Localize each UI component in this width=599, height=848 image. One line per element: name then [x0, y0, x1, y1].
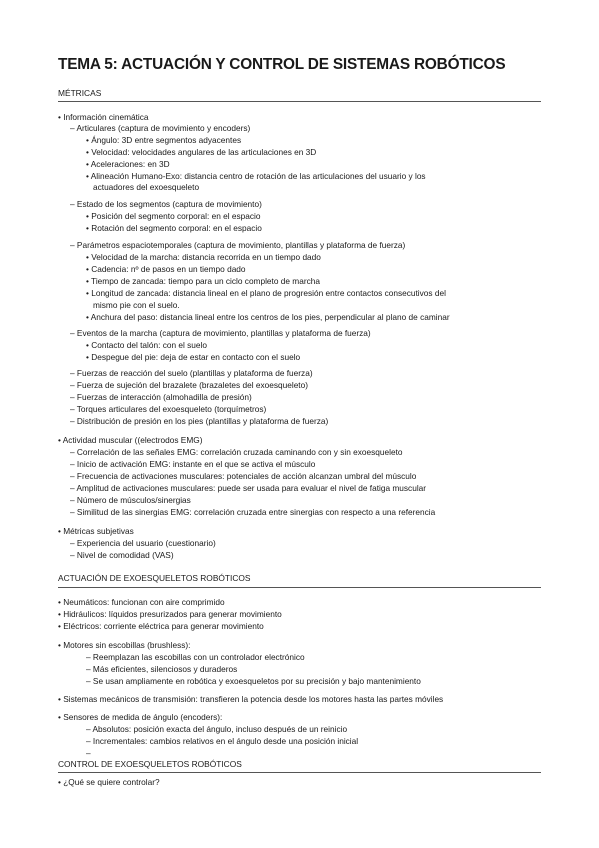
list-item: – Absolutos: posición exacta del ángulo, incluso después de un reinicio — [86, 724, 348, 734]
list-item: • Anchura del paso: distancia lineal entre los centros de los pies, perpendicular al plano de caminar — [86, 312, 450, 322]
list-item: • Actividad muscular ((electrodos EMG) — [58, 435, 203, 445]
list-item: – Amplitud de activaciones musculares: puede ser usada para evaluar el nivel de fatiga muscular — [70, 483, 427, 493]
list-item: • Eléctricos: corriente eléctrica para generar movimiento — [58, 621, 264, 631]
list-item: • Alineación Humano-Exo: distancia centro de rotación de las articulaciones del usuario y los — [86, 171, 426, 181]
list-item: • Despegue del pie: deja de estar en contacto con el suelo — [86, 352, 301, 362]
section-heading-actuacion: ACTUACIÓN DE EXOESQUELETOS ROBÓTICOS — [58, 573, 251, 583]
list-item: – Correlación de las señales EMG: correlación cruzada caminando con y sin exoesqueleto — [70, 447, 403, 457]
list-item: – Similitud de las sinergias EMG: correlación cruzada entre sinergias con respecto a una referencia — [70, 507, 436, 517]
list-item: – Número de músculos/sinergias — [70, 495, 191, 505]
list-item: • Hidráulicos: líquidos presurizados para generar movimiento — [58, 609, 282, 619]
list-item: – Frecuencia de activaciones musculares: potenciales de acción alcanzan umbral del músculo — [70, 471, 417, 481]
list-item-continuation: mismo pie con el suelo. — [93, 300, 180, 310]
list-item: – Fuerzas de reacción del suelo (plantillas y plataforma de fuerza) — [70, 368, 313, 378]
list-item: • Sistemas mecánicos de transmisión: transfieren la potencia desde los motores hasta las partes móviles — [58, 694, 444, 704]
list-item: • Neumáticos: funcionan con aire comprimido — [58, 597, 225, 607]
list-item-continuation: actuadores del exoesqueleto — [93, 182, 200, 192]
list-item: • Tiempo de zancada: tiempo para un ciclo completo de marcha — [86, 276, 320, 286]
list-item: – Articulares (captura de movimiento y encoders) — [70, 123, 251, 133]
section-divider — [58, 587, 541, 588]
list-item: • Ángulo: 3D entre segmentos adyacentes — [86, 135, 242, 145]
section-divider — [58, 772, 541, 773]
list-item: • Cadencia: nº de pasos en un tiempo dado — [86, 264, 246, 274]
list-item: • Velocidad de la marcha: distancia recorrida en un tiempo dado — [86, 252, 321, 262]
section-divider — [58, 101, 541, 102]
list-item: • Posición del segmento corporal: en el espacio — [86, 211, 261, 221]
page-title: TEMA 5: ACTUACIÓN Y CONTROL DE SISTEMAS ROBÓTICOS — [58, 56, 506, 73]
list-item: • Métricas subjetivas — [58, 526, 134, 536]
list-item: • Aceleraciones: en 3D — [86, 159, 170, 169]
list-item: – Estado de los segmentos (captura de movimiento) — [70, 199, 262, 209]
section-heading-control: CONTROL DE EXOESQUELETOS ROBÓTICOS — [58, 759, 242, 769]
list-item: – Reemplazan las escobillas con un controlador electrónico — [86, 652, 305, 662]
list-item: – Parámetros espaciotemporales (captura de movimiento, plantillas y plataforma de fuerza) — [70, 240, 406, 250]
list-item: – Distribución de presión en los pies (plantillas y plataforma de fuerza) — [70, 416, 329, 426]
list-item: – Nivel de comodidad (VAS) — [70, 550, 174, 560]
list-item: • Información cinemática — [58, 112, 149, 122]
list-item: • Longitud de zancada: distancia lineal en el plano de progresión entre contactos consecutivos del — [86, 288, 446, 298]
list-item: • Sensores de medida de ángulo (encoders): — [58, 712, 223, 722]
section-heading-metricas: MÉTRICAS — [58, 88, 102, 98]
list-item: – Eventos de la marcha (captura de movimiento, plantillas y plataforma de fuerza) — [70, 328, 371, 338]
list-item: – Incrementales: cambios relativos en el ángulo desde una posición inicial — [86, 736, 359, 746]
list-item: • Velocidad: velocidades angulares de las articulaciones en 3D — [86, 147, 317, 157]
list-item: – Experiencia del usuario (cuestionario) — [70, 538, 216, 548]
list-item: – Torques articulares del exoesqueleto (torquímetros) — [70, 404, 267, 414]
list-item: • Motores sin escobillas (brushless): — [58, 640, 191, 650]
list-item: • Rotación del segmento corporal: en el espacio — [86, 223, 262, 233]
list-item: – Inicio de activación EMG: instante en el que se activa el músculo — [70, 459, 316, 469]
list-item: • ¿Qué se quiere controlar? — [58, 777, 160, 787]
list-item: – — [86, 748, 91, 758]
list-item: – Más eficientes, silenciosos y duraderos — [86, 664, 238, 674]
list-item: – Fuerzas de interacción (almohadilla de presión) — [70, 392, 252, 402]
list-item: – Fuerza de sujeción del brazalete (brazaletes del exoesqueleto) — [70, 380, 308, 390]
list-item: – Se usan ampliamente en robótica y exoesqueletos por su precisión y bajo mantenimiento — [86, 676, 421, 686]
list-item: • Contacto del talón: con el suelo — [86, 340, 207, 350]
